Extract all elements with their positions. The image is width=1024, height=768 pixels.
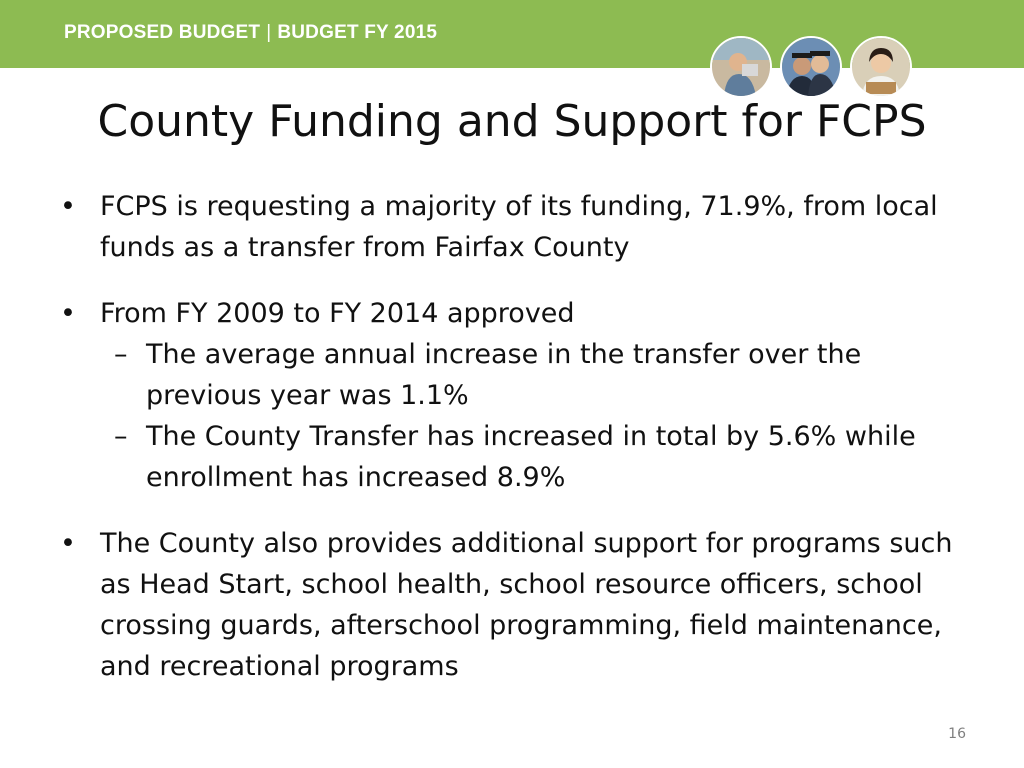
header-right-label: BUDGET FY 2015: [277, 22, 438, 43]
bullet-text: From FY 2009 to FY 2014 approved: [100, 298, 575, 329]
header-text: [64, 22, 437, 44]
sub-bullet-item: [100, 416, 960, 498]
bullet-mark: •: [60, 298, 76, 329]
sub-bullet-text: The County Transfer has increased in total by 5.6% while enrollment has increased 8.9%: [146, 421, 916, 493]
student-reading-photo-icon: [850, 36, 912, 98]
header-separator: |: [266, 22, 272, 43]
header-left-label: PROPOSED BUDGET: [64, 22, 261, 43]
bullet-text: FCPS is requesting a majority of its funding, 71.9%, from local funds as a transfer from Fairfax County: [100, 191, 938, 263]
bullet-body: [100, 293, 960, 498]
sub-bullet-item: [100, 334, 960, 416]
slide-title: County Funding and Support for FCPS: [97, 96, 927, 147]
sub-bullet-mark: –: [114, 421, 128, 452]
sub-bullet-mark: –: [114, 339, 128, 370]
sub-bullet-text: The average annual increase in the transfer over the previous year was 1.1%: [146, 339, 862, 411]
bullet-item: [60, 523, 960, 687]
bullet-mark: •: [60, 528, 76, 559]
slide-content: [60, 186, 960, 712]
page-number: 16: [948, 726, 966, 742]
header-photos: [710, 36, 912, 98]
bullet-mark: •: [60, 191, 76, 222]
bullet-item: [60, 186, 960, 268]
graduates-photo-icon: [780, 36, 842, 98]
student-photo-icon: [710, 36, 772, 98]
bullet-item: [60, 293, 960, 498]
bullet-text: The County also provides additional support for programs such as Head Start, school health, school resource officers, school crossing guards, afterschool programming, field maintenance, and recreational programs: [100, 528, 953, 682]
